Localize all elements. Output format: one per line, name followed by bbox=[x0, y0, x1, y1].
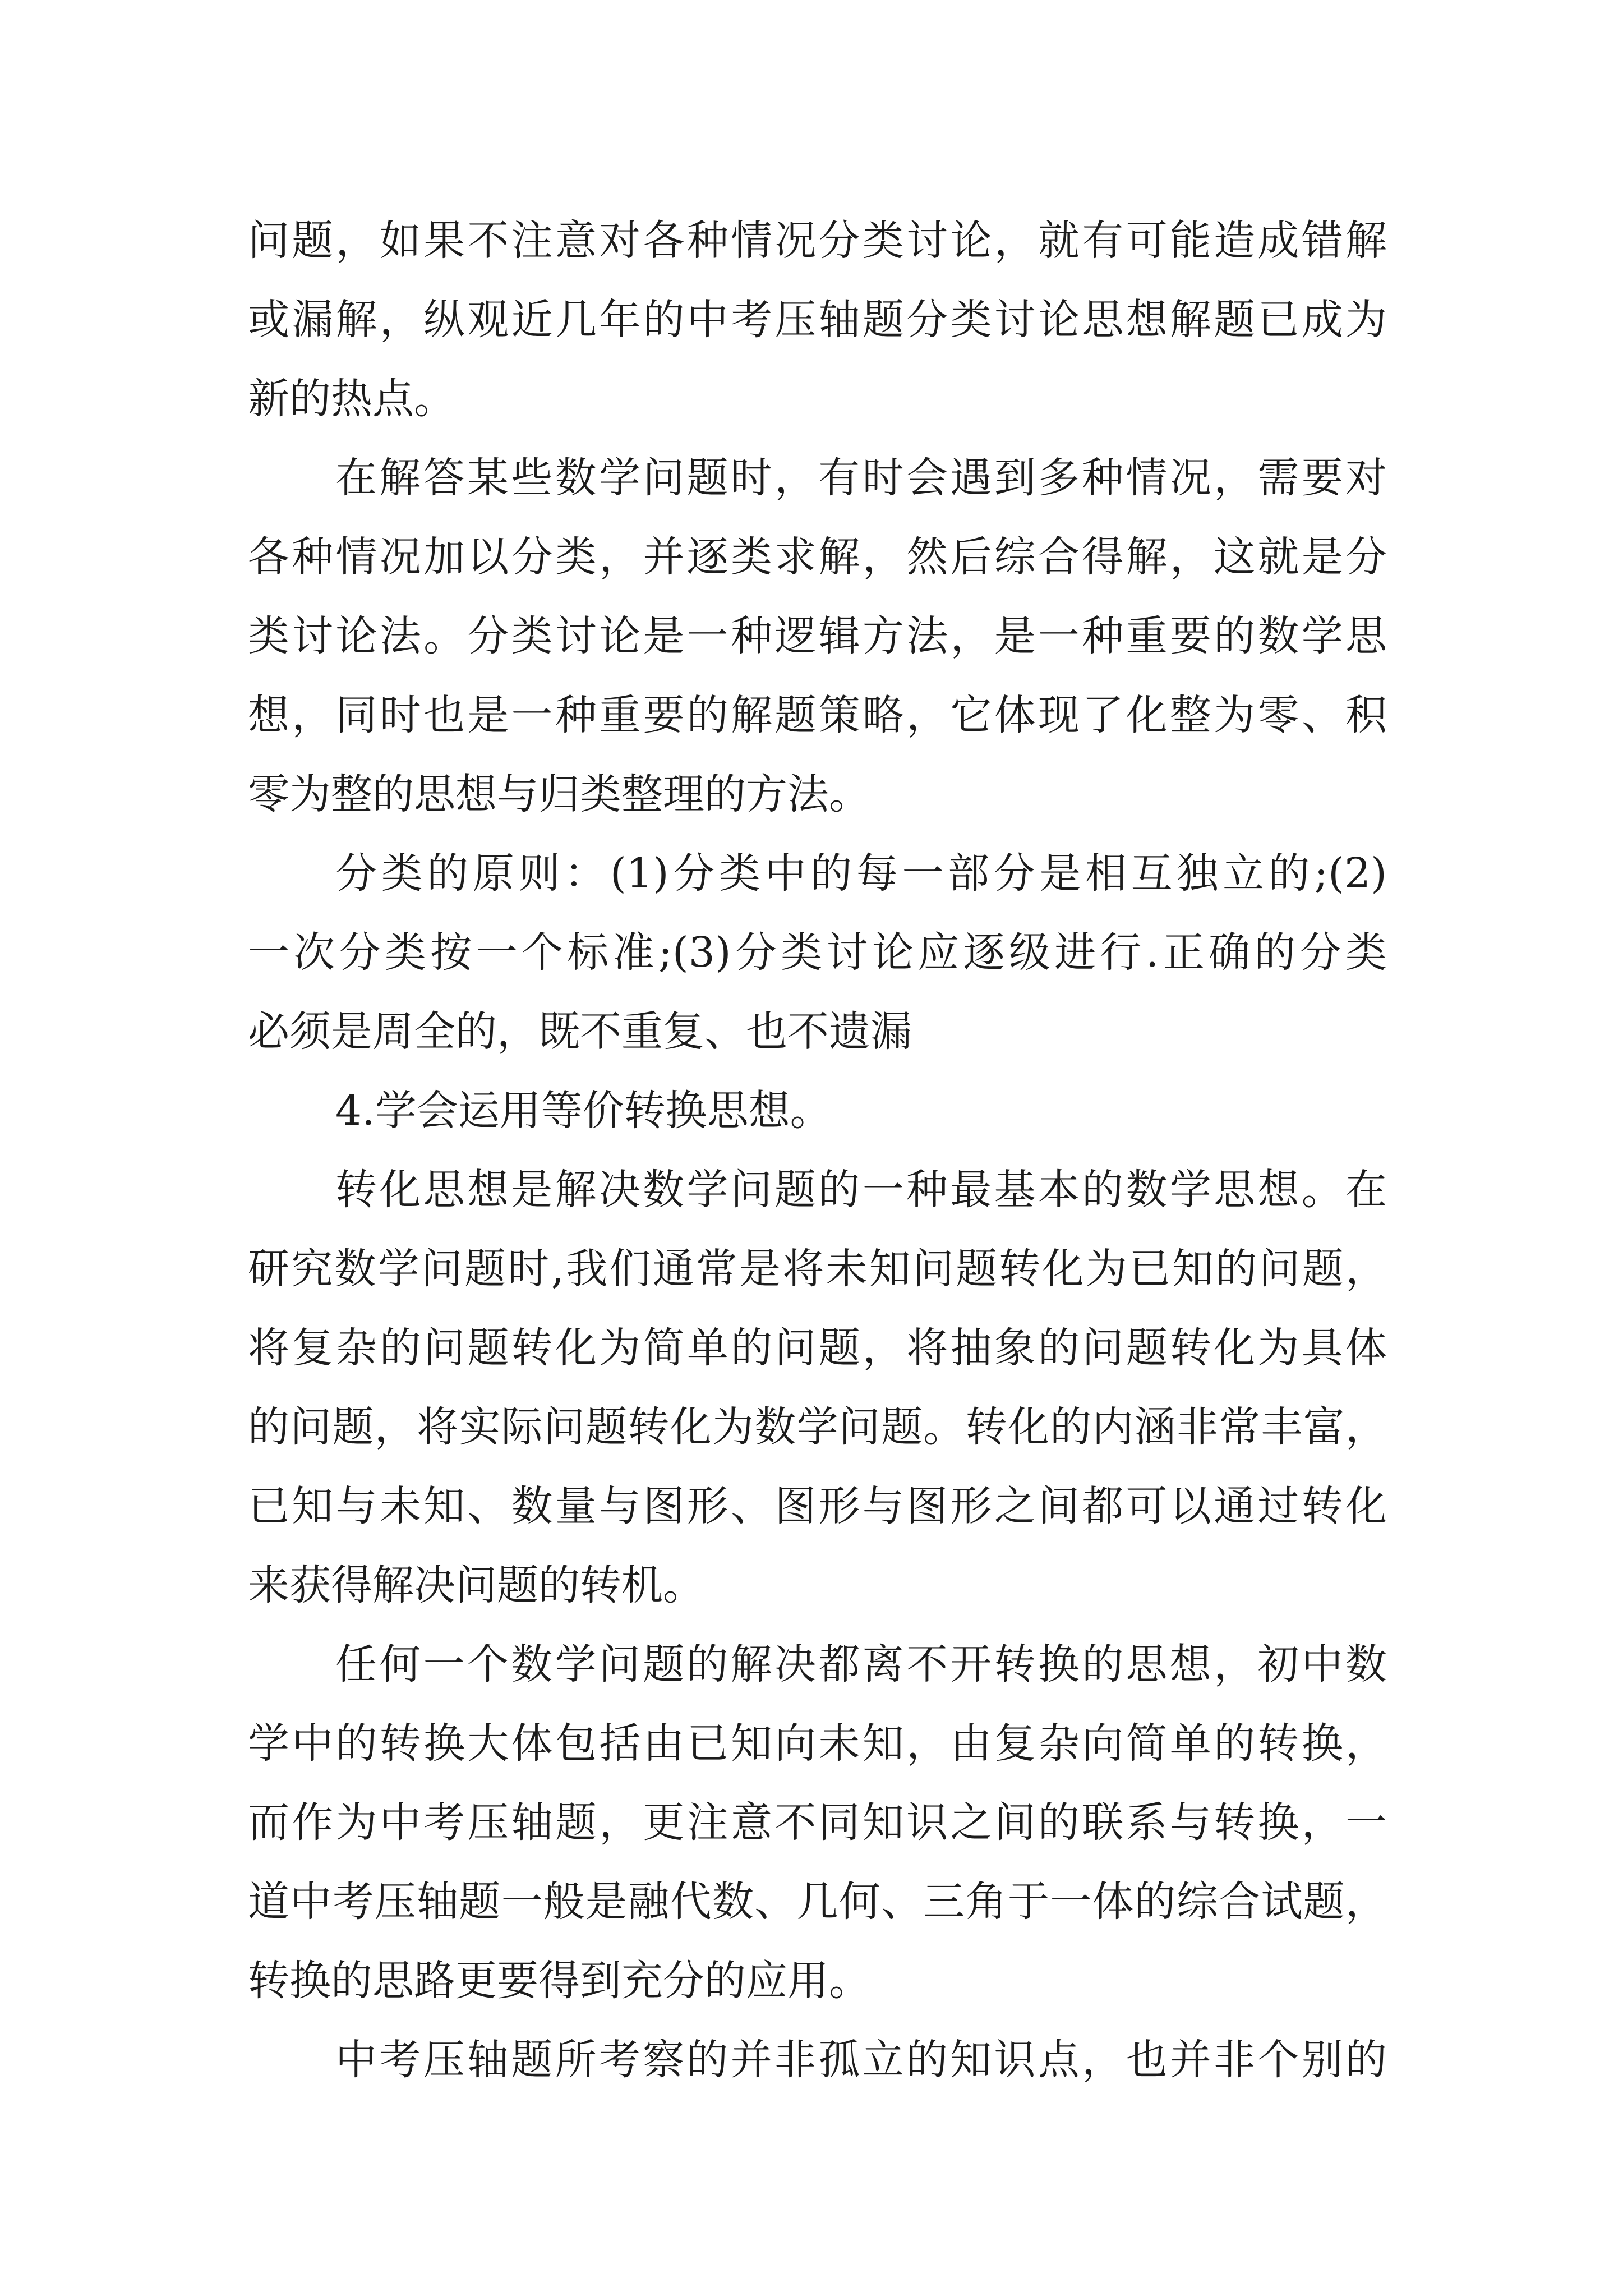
paragraph-line: 学中的转换大体包括由已知向未知，由复杂向简单的转换， bbox=[248, 1719, 1387, 1768]
paragraph-line: 中考压轴题所考察的并非孤立的知识点，也并非个别的 bbox=[335, 2036, 1387, 2084]
paragraph-line: 的问题，将实际问题转化为数学问题。转化的内涵非常丰富， bbox=[248, 1403, 1387, 1451]
paragraph-line: 类讨论法。分类讨论是一种逻辑方法，是一种重要的数学思 bbox=[248, 612, 1387, 660]
paragraph bbox=[248, 1151, 1387, 1625]
paragraph-line: 各种情况加以分类，并逐类求解，然后综合得解，这就是分 bbox=[248, 533, 1387, 581]
paragraph bbox=[248, 834, 1387, 1071]
paragraph-line: 任何一个数学问题的解决都离不开转换的思想，初中数 bbox=[335, 1640, 1387, 1688]
paragraph-line: 分类的原则：(1)分类中的每一部分是相互独立的;(2) bbox=[335, 849, 1387, 898]
paragraph-line: 或漏解，纵观近几年的中考压轴题分类讨论思想解题已成为 bbox=[248, 296, 1387, 344]
paragraph-line: 在解答某些数学问题时，有时会遇到多种情况，需要对 bbox=[335, 454, 1387, 502]
paragraph bbox=[248, 201, 1387, 439]
paragraph-line: 转化思想是解决数学问题的一种最基本的数学思想。在 bbox=[335, 1166, 1387, 1214]
paragraph-line: 零为整的思想与归类整理的方法。 bbox=[248, 770, 870, 818]
section-heading bbox=[248, 1071, 1387, 1151]
paragraph bbox=[248, 439, 1387, 834]
paragraph-line: 来获得解决问题的转机。 bbox=[248, 1561, 704, 1609]
paragraph-line: 转换的思路更要得到充分的应用。 bbox=[248, 1957, 870, 2005]
paragraph-line: 研究数学问题时,我们通常是将未知问题转化为已知的问题， bbox=[248, 1245, 1387, 1293]
paragraph bbox=[248, 2021, 1387, 2100]
paragraph-line: 已知与未知、数量与图形、图形与图形之间都可以通过转化 bbox=[248, 1482, 1387, 1530]
paragraph-line: 必须是周全的，既不重复、也不遗漏 bbox=[248, 1007, 912, 1056]
body-text bbox=[248, 201, 1387, 2100]
paragraph bbox=[248, 1625, 1387, 2021]
paragraph-line: 将复杂的问题转化为简单的问题，将抽象的问题转化为具体 bbox=[248, 1324, 1387, 1372]
paragraph-line: 而作为中考压轴题，更注意不同知识之间的联系与转换，一 bbox=[248, 1798, 1387, 1847]
paragraph-line: 想，同时也是一种重要的解题策略，它体现了化整为零、积 bbox=[248, 691, 1387, 739]
paragraph-line: 一次分类按一个标准;(3)分类讨论应逐级进行.正确的分类 bbox=[248, 928, 1387, 977]
paragraph-line: 新的热点。 bbox=[248, 375, 455, 423]
paragraph-line: 问题，如果不注意对各种情况分类讨论，就有可能造成错解 bbox=[248, 217, 1387, 265]
section-heading-text: 4.学会运用等价转换思想。 bbox=[335, 1087, 832, 1135]
paragraph-line: 道中考压轴题一般是融代数、几何、三角于一体的综合试题， bbox=[248, 1878, 1387, 1926]
